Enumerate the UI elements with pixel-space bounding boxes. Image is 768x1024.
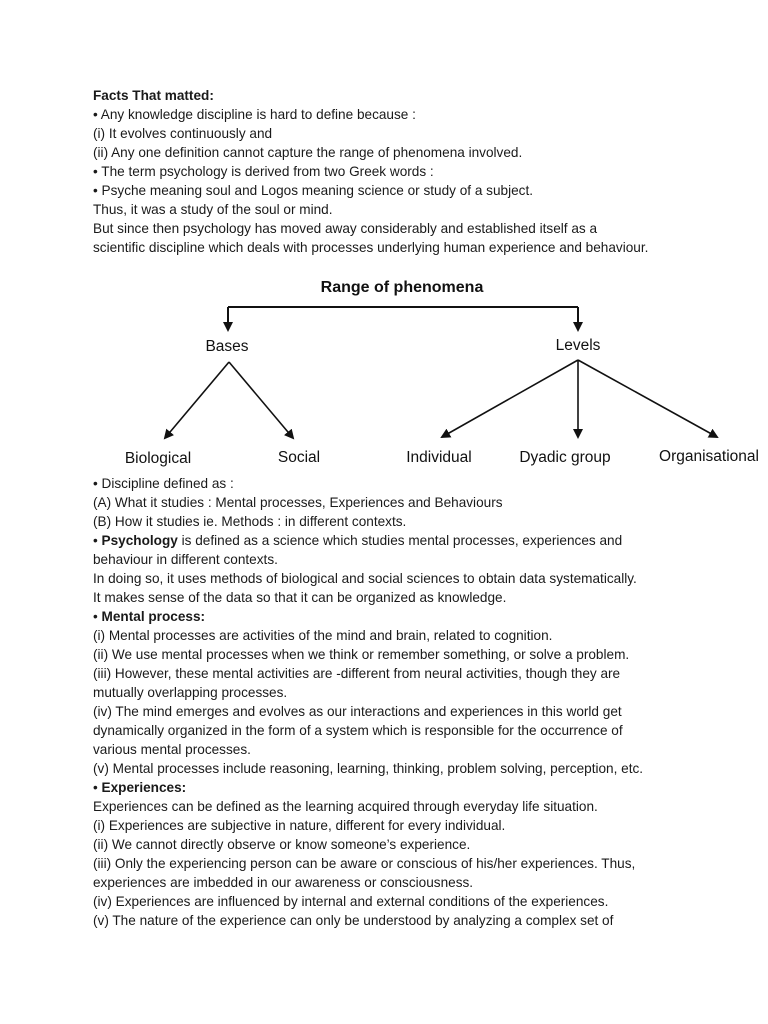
bold-term: Experiences:	[101, 780, 187, 795]
text-line: (ii) We use mental processes when we think or remember something, or solve a problem.	[93, 647, 630, 662]
text-line: experiences are imbedded in our awareness or consciousness.	[93, 875, 474, 890]
text-line: mutually overlapping processes.	[93, 685, 288, 700]
bold-term: Mental process:	[101, 609, 206, 624]
bold-term: Psychology	[101, 533, 178, 548]
text-line: (iv) The mind emerges and evolves as our interactions and experiences in this world get	[93, 704, 622, 719]
arrow-to-biological	[165, 362, 229, 438]
arrow-to-social	[229, 362, 293, 438]
text-line: • The term psychology is derived from two Greek words :	[93, 164, 434, 179]
text-line: behaviour in different contexts.	[93, 552, 278, 567]
text-line: It makes sense of the data so that it can be organized as knowledge.	[93, 590, 507, 605]
text-line: • Discipline defined as :	[93, 476, 234, 491]
text-line	[93, 778, 733, 797]
text-line: But since then psychology has moved away considerably and established itself as a	[93, 221, 598, 236]
range-of-phenomena-diagram	[100, 270, 768, 475]
node-bases: Bases	[205, 338, 249, 355]
definitions-text-block	[93, 474, 733, 930]
bullet-prefix: •	[93, 609, 102, 624]
text-line: • Psyche meaning soul and Logos meaning science or study of a subject.	[93, 183, 534, 198]
text-line: (ii) We cannot directly observe or know someone’s experience.	[93, 837, 471, 852]
text-line: dynamically organized in the form of a system which is responsible for the occurrence of	[93, 723, 623, 738]
node-social: Social	[277, 449, 321, 466]
text-line: (i) Mental processes are activities of the mind and brain, related to cognition.	[93, 628, 553, 643]
node-organisational: Organisational	[659, 448, 759, 465]
line-rest: is defined as a science which studies mental processes, experiences and	[177, 533, 623, 548]
text-line: • Any knowledge discipline is hard to define because :	[93, 107, 416, 122]
node-individual: Individual	[406, 449, 472, 466]
text-line: In doing so, it uses methods of biological and social sciences to obtain data systematically.	[93, 571, 637, 586]
node-levels: Levels	[555, 337, 601, 354]
text-line	[93, 607, 733, 626]
text-line: (ii) Any one definition cannot capture the range of phenomena involved.	[93, 145, 523, 160]
arrow-to-organisational	[578, 360, 717, 437]
text-line: (iv) Experiences are influenced by internal and external conditions of the experiences.	[93, 894, 609, 909]
bullet-prefix: •	[93, 780, 102, 795]
text-line: (iii) Only the experiencing person can be aware or conscious of his/her experiences. Thus,	[93, 856, 636, 871]
text-line: Facts That matted:	[93, 88, 214, 103]
arrow-to-individual	[442, 360, 578, 437]
text-line: (v) The nature of the experience can only be understood by analyzing a complex set of	[93, 913, 614, 928]
text-line: various mental processes.	[93, 742, 251, 757]
text-line	[93, 531, 733, 550]
text-line: (i) It evolves continuously and	[93, 126, 273, 141]
text-line: (B) How it studies ie. Methods : in different contexts.	[93, 514, 407, 529]
text-line: scientific discipline which deals with processes underlying human experience and behaviour.	[93, 240, 649, 255]
text-line: Thus, it was a study of the soul or mind.	[93, 202, 333, 217]
node-dyadic-group: Dyadic group	[519, 449, 611, 466]
text-line: (A) What it studies : Mental processes, Experiences and Behaviours	[93, 495, 503, 510]
text-line: (iii) However, these mental activities are -different from neural activities, though they are	[93, 666, 621, 681]
text-line: (i) Experiences are subjective in nature, different for every individual.	[93, 818, 506, 833]
node-biological: Biological	[124, 450, 192, 467]
text-line: (v) Mental processes include reasoning, learning, thinking, problem solving, perception, etc.	[93, 761, 644, 776]
intro-text-block	[93, 86, 733, 257]
diagram-title: Range of phenomena	[320, 279, 484, 296]
text-line: Experiences can be defined as the learning acquired through everyday life situation.	[93, 799, 598, 814]
bullet-prefix: •	[93, 533, 102, 548]
